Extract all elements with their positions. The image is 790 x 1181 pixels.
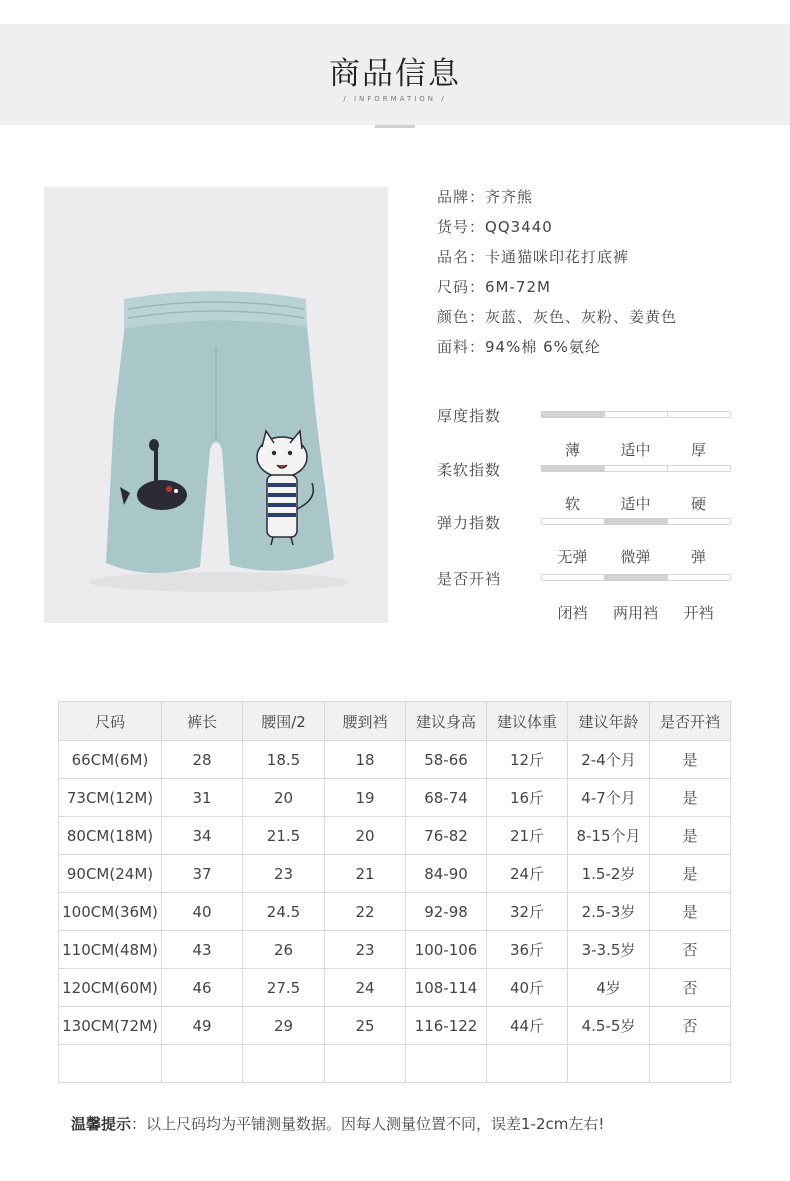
table-cell (162, 1045, 243, 1083)
scale-option: 厚 (690, 441, 706, 459)
scale-label: 是否开裆 (437, 570, 502, 588)
table-cell: 否 (650, 969, 731, 1007)
scale-track (541, 518, 731, 566)
scale-track (541, 465, 731, 513)
table-header-cell: 尺码 (59, 702, 162, 741)
table-cell: 34 (162, 817, 243, 855)
tip-note (71, 1113, 604, 1134)
table-cell: 130CM(72M) (59, 1007, 162, 1045)
table-header-cell: 建议体重 (487, 702, 568, 741)
table-cell: 1.5-2岁 (568, 855, 650, 893)
table-row (59, 779, 731, 817)
table-cell: 21 (325, 855, 406, 893)
info-size: 尺码：6M-72M (437, 278, 551, 296)
scale-label: 弹力指数 (437, 514, 502, 532)
table-cell (568, 1045, 650, 1083)
table-cell (406, 1045, 487, 1083)
scale-segment (604, 411, 668, 418)
scale-segment (541, 574, 605, 581)
table-cell: 否 (650, 1007, 731, 1045)
table-cell: 120CM(60M) (59, 969, 162, 1007)
table-cell: 110CM(48M) (59, 931, 162, 969)
info-brand: 品牌：齐齐熊 (437, 188, 534, 206)
scale-segment (667, 465, 731, 472)
table-cell: 3-3.5岁 (568, 931, 650, 969)
table-cell: 24斤 (487, 855, 568, 893)
table-cell: 90CM(24M) (59, 855, 162, 893)
table-cell: 是 (650, 893, 731, 931)
table-cell: 40斤 (487, 969, 568, 1007)
table-cell: 25 (325, 1007, 406, 1045)
table-cell: 21.5 (243, 817, 325, 855)
scale-label: 厚度指数 (437, 407, 502, 425)
table-cell: 68-74 (406, 779, 487, 817)
table-cell: 46 (162, 969, 243, 1007)
table-cell: 24 (325, 969, 406, 1007)
table-cell: 20 (243, 779, 325, 817)
scale-option: 开裆 (683, 604, 714, 622)
scale-track (541, 574, 731, 622)
table-cell: 4岁 (568, 969, 650, 1007)
table-cell: 是 (650, 855, 731, 893)
page-title: 商品信息 (329, 56, 461, 92)
table-header-row (59, 702, 731, 741)
table-cell: 2-4个月 (568, 741, 650, 779)
table-cell: 100CM(36M) (59, 893, 162, 931)
table-cell: 2.5-3岁 (568, 893, 650, 931)
table-cell: 49 (162, 1007, 243, 1045)
tip-text: ：以上尺码均为平铺测量数据。因每人测量位置不同，误差1-2cm左右! (131, 1115, 605, 1133)
table-row (59, 1007, 731, 1045)
scale-segment (541, 465, 605, 472)
table-cell: 58-66 (406, 741, 487, 779)
scale-segment (604, 518, 668, 525)
scale-option: 软 (564, 495, 580, 513)
table-cell: 8-15个月 (568, 817, 650, 855)
table-cell: 29 (243, 1007, 325, 1045)
table-cell: 108-114 (406, 969, 487, 1007)
table-cell: 36斤 (487, 931, 568, 969)
scale-segment (667, 574, 731, 581)
table-row (59, 969, 731, 1007)
scale-option: 适中 (620, 495, 651, 513)
table-cell: 是 (650, 817, 731, 855)
table-cell (325, 1045, 406, 1083)
product-image (44, 187, 388, 623)
table-cell: 是 (650, 741, 731, 779)
table-cell: 44斤 (487, 1007, 568, 1045)
table-cell: 32斤 (487, 893, 568, 931)
table-cell: 66CM(6M) (59, 741, 162, 779)
table-cell (650, 1045, 731, 1083)
scale-segment (604, 465, 668, 472)
table-cell: 26 (243, 931, 325, 969)
table-header-cell: 是否开裆 (650, 702, 731, 741)
table-cell: 23 (243, 855, 325, 893)
table-row (59, 855, 731, 893)
table-cell: 23 (325, 931, 406, 969)
scale-option: 两用裆 (612, 604, 658, 622)
table-row-empty (59, 1045, 731, 1083)
scale-option: 闭裆 (557, 604, 588, 622)
scale-segment (667, 518, 731, 525)
table-cell: 否 (650, 931, 731, 969)
table-header-cell: 裤长 (162, 702, 243, 741)
product-info (437, 184, 677, 364)
table-cell (243, 1045, 325, 1083)
table-row (59, 931, 731, 969)
table-cell: 22 (325, 893, 406, 931)
table-cell: 100-106 (406, 931, 487, 969)
scale-option: 弹 (690, 548, 706, 566)
scale-option: 适中 (620, 441, 651, 459)
table-cell: 84-90 (406, 855, 487, 893)
table-cell: 16斤 (487, 779, 568, 817)
scale-option: 薄 (564, 441, 580, 459)
header-underline (375, 125, 415, 128)
table-cell: 20 (325, 817, 406, 855)
pants-illustration (44, 187, 388, 623)
table-cell: 28 (162, 741, 243, 779)
table-cell: 18 (325, 741, 406, 779)
info-sku: 货号：QQ3440 (437, 218, 553, 236)
table-cell: 是 (650, 779, 731, 817)
info-fabric: 面料：94%棉 6%氨纶 (437, 338, 601, 356)
scale-segment (667, 411, 731, 418)
table-cell (59, 1045, 162, 1083)
scale-segment (541, 518, 605, 525)
table-row (59, 741, 731, 779)
scale-label: 柔软指数 (437, 461, 502, 479)
scale-option: 硬 (690, 495, 706, 513)
table-cell: 12斤 (487, 741, 568, 779)
table-cell: 40 (162, 893, 243, 931)
scale-option: 无弹 (557, 548, 588, 566)
table-row (59, 817, 731, 855)
table-cell: 24.5 (243, 893, 325, 931)
scale-segment (541, 411, 605, 418)
scale-track (541, 411, 731, 459)
info-name: 品名：卡通猫咪印花打底裤 (437, 248, 630, 266)
size-table (58, 701, 731, 1083)
table-cell: 73CM(12M) (59, 779, 162, 817)
table-cell: 116-122 (406, 1007, 487, 1045)
table-cell: 37 (162, 855, 243, 893)
table-row (59, 893, 731, 931)
table-cell: 31 (162, 779, 243, 817)
table-cell: 76-82 (406, 817, 487, 855)
table-cell: 27.5 (243, 969, 325, 1007)
scale-option: 微弹 (620, 548, 651, 566)
tip-label: 温馨提示 (71, 1115, 132, 1133)
table-cell: 21斤 (487, 817, 568, 855)
table-cell (487, 1045, 568, 1083)
table-cell: 4.5-5岁 (568, 1007, 650, 1045)
table-header-cell: 腰到裆 (325, 702, 406, 741)
table-cell: 19 (325, 779, 406, 817)
table-header-cell: 腰围/2 (243, 702, 325, 741)
page-subtitle: / INFORMATION / (343, 95, 447, 103)
table-cell: 4-7个月 (568, 779, 650, 817)
scale-segment (604, 574, 668, 581)
table-cell: 43 (162, 931, 243, 969)
table-cell: 80CM(18M) (59, 817, 162, 855)
table-header-cell: 建议身高 (406, 702, 487, 741)
table-header-cell: 建议年龄 (568, 702, 650, 741)
info-colors: 颜色：灰蓝、灰色、灰粉、姜黄色 (437, 308, 678, 326)
table-cell: 18.5 (243, 741, 325, 779)
table-cell: 92-98 (406, 893, 487, 931)
